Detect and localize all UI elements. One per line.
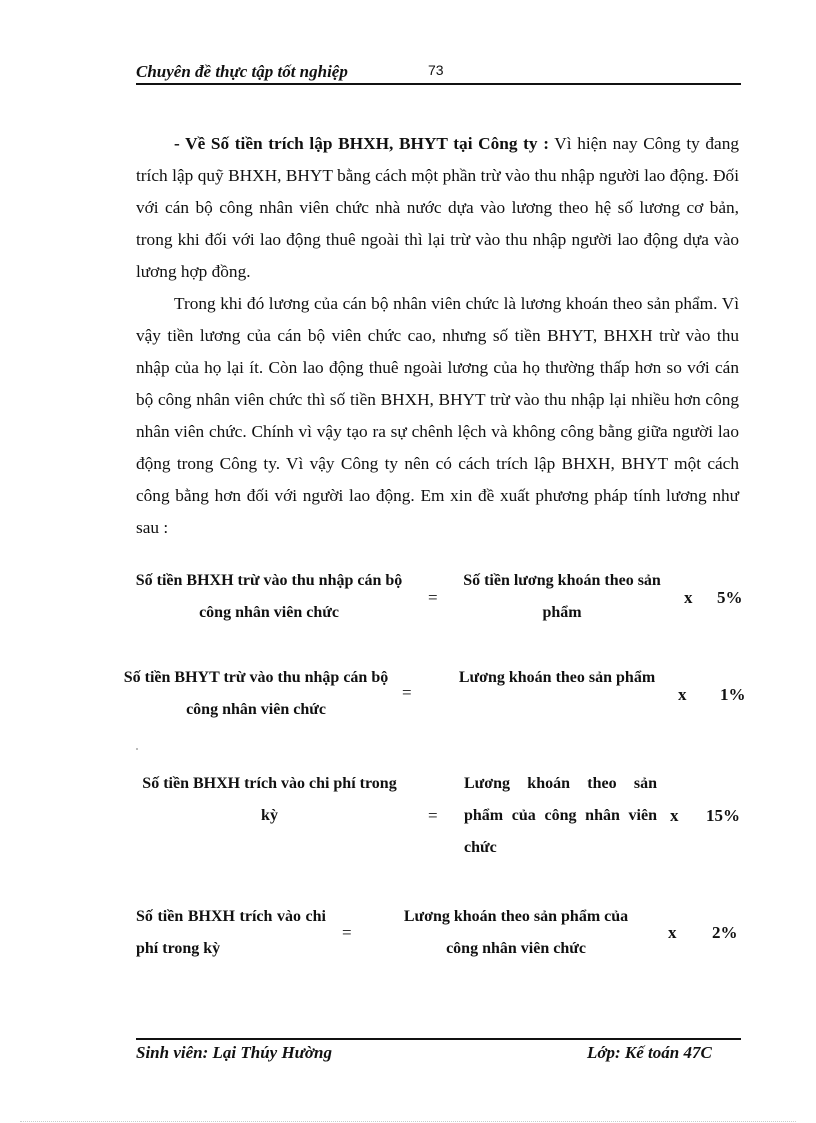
scan-speck xyxy=(136,748,138,750)
formula-3-equals: = xyxy=(428,806,438,825)
paragraph-2: Trong khi đó lương của cán bộ nhân viên chức là lương khoán theo sản phẩm. Vì vậy tiền lương của cán bộ viên chức cao, nhưng số tiền BHYT, BHXH trừ vào thu nhập của họ lại ít. Còn lao động thuê ngoài lương của họ thường thấp hơn so với cán bộ công nhân viên chức thì số tiền BHXH, BHYT trừ vào thu nhập lại nhiều hơn công nhân viên chức. Chính vì vậy tạo ra sự chênh lệch và không công bằng giữa người lao động trong Công ty. Vì vậy Công ty nên có cách trích lập BHXH, BHYT một cách công bằng hơn đối với người lao động. Em xin đề xuất phương pháp tính lương như sau : xyxy=(136,294,739,537)
formula-4-right: Lương khoán theo sản phẩm của công nhân viên chức xyxy=(403,908,629,957)
footer-rule xyxy=(136,1038,741,1040)
formula-4-multiply: x xyxy=(668,923,677,942)
formula-1-equals: = xyxy=(428,588,438,607)
paragraph-1 xyxy=(136,128,739,288)
formula-3-multiply: x xyxy=(670,806,679,825)
footer-class: Lớp: Kế toán 47C xyxy=(587,1043,712,1062)
formula-3-right: Lương khoán theo sản phẩm của công nhân viên chức xyxy=(464,775,657,856)
formula-2-equals: = xyxy=(402,683,412,702)
formula-3-left: Số tiền BHXH trích vào chi phí trong kỳ xyxy=(142,775,397,824)
formula-2-multiply: x xyxy=(678,685,687,704)
formula-4-rate: 2% xyxy=(712,923,738,942)
page-edge-dotted-line xyxy=(20,1121,796,1122)
formula-2-right: Lương khoán theo sản phẩm xyxy=(458,669,656,686)
formula-2-left: Số tiền BHYT trừ vào thu nhập cán bộ công nhân viên chức xyxy=(123,669,389,718)
header-rule xyxy=(136,83,741,85)
page-number: 73 xyxy=(428,62,444,78)
paragraph-1-text: Vì hiện nay Công ty đang trích lập quỹ BHXH, BHYT bằng cách một phần trừ vào thu nhập người lao động. Đối với cán bộ công nhân viên chức nhà nước dựa vào lương theo hệ số lương cơ bản, trong khi đối với lao động thuê ngoài thì lại trừ vào thu nhập người lao động dựa vào lương hợp đồng. xyxy=(136,134,740,281)
formula-4-left: Số tiền BHXH trích vào chi phí trong kỳ xyxy=(136,908,326,957)
formula-3-rate: 15% xyxy=(706,806,740,825)
formula-4-equals: = xyxy=(342,923,352,942)
formula-1-rate: 5% xyxy=(717,588,743,607)
header-title: Chuyên đề thực tập tốt nghiệp xyxy=(136,62,348,81)
body-text xyxy=(136,128,739,544)
paragraph-1-heading: - Về Số tiền trích lập BHXH, BHYT tại Công ty : xyxy=(174,134,549,153)
formula-2-rate: 1% xyxy=(720,685,746,704)
footer-student: Sinh viên: Lại Thúy Hường xyxy=(136,1043,332,1062)
formula-1-right: Số tiền lương khoán theo sản phẩm xyxy=(463,572,661,621)
formula-1-left: Số tiền BHXH trừ vào thu nhập cán bộ công nhân viên chức xyxy=(135,572,403,621)
formula-1-multiply: x xyxy=(684,588,693,607)
